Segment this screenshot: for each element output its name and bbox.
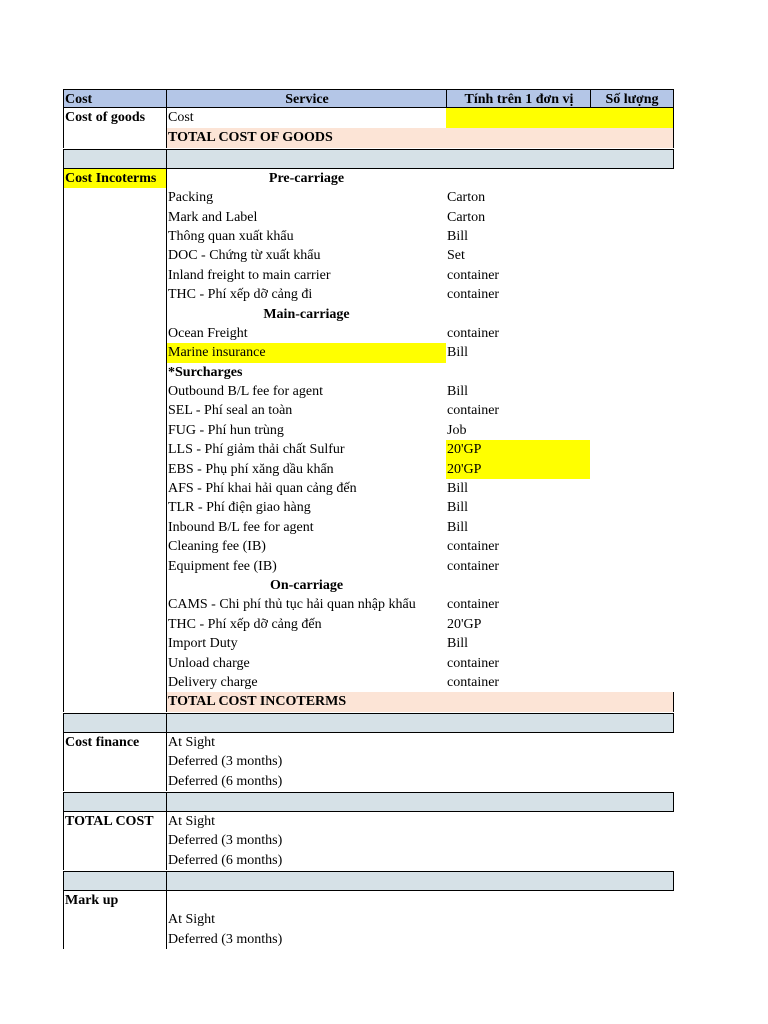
service-unit[interactable]: container: [447, 655, 500, 671]
service-unit[interactable]: container: [447, 325, 500, 341]
total-cost-label[interactable]: TOTAL COST: [63, 812, 166, 831]
pre-carriage-items: [63, 188, 674, 304]
empty-cell: [63, 673, 166, 692]
separator-row: [63, 871, 674, 891]
service-name[interactable]: CAMS - Chi phí thủ tục hải quan nhập khẩu: [166, 595, 446, 614]
service-name[interactable]: AFS - Phí khai hải quan cảng đến: [166, 479, 446, 498]
service-name[interactable]: Marine insurance: [166, 343, 446, 362]
service-unit[interactable]: container: [447, 287, 500, 303]
empty-cell: [63, 227, 166, 246]
empty-cell: [63, 324, 166, 343]
empty-cell: [63, 382, 166, 401]
empty-cell: [63, 305, 166, 324]
service-unit[interactable]: container: [447, 403, 500, 419]
sep-cell: [446, 793, 590, 811]
empty-cell: [63, 615, 166, 634]
empty-cell: [63, 557, 166, 576]
cost-of-goods-row: [63, 108, 674, 128]
empty-cell: [63, 128, 166, 147]
empty-cell: [63, 363, 166, 382]
service-row: [63, 401, 674, 420]
service-row: [63, 654, 674, 673]
empty-cell: [590, 128, 674, 147]
empty-cell: [63, 401, 166, 420]
total-cost-of-goods[interactable]: TOTAL COST OF GOODS: [166, 128, 446, 147]
service-name[interactable]: Ocean Freight: [166, 324, 446, 343]
empty-cell: [63, 343, 166, 362]
header-row: [63, 89, 674, 108]
empty-cell: [63, 634, 166, 653]
empty-cell: [63, 460, 166, 479]
service-row: [63, 460, 674, 479]
empty-cell: [63, 208, 166, 227]
empty-cell: [63, 188, 166, 207]
service-unit[interactable]: container: [447, 267, 500, 283]
empty-cell: [63, 692, 166, 711]
empty-cell: [63, 910, 166, 929]
header-unit[interactable]: Tính trên 1 đơn vị: [446, 89, 590, 108]
cost-finance-item[interactable]: Deferred (3 months): [166, 752, 446, 771]
cost-of-goods-label[interactable]: Cost of goods: [63, 108, 166, 128]
service-unit[interactable]: 20'GP: [446, 460, 590, 479]
separator-row: [63, 149, 674, 169]
pre-carriage-row: [63, 169, 674, 188]
service-unit[interactable]: Set: [447, 248, 465, 264]
empty-cell: [63, 266, 166, 285]
sep-cell: [166, 793, 446, 811]
empty-cell: [63, 576, 166, 595]
total-cost-item[interactable]: Deferred (3 months): [166, 831, 446, 850]
sep-cell: [63, 150, 166, 168]
service-name[interactable]: Import Duty: [166, 634, 446, 653]
sep-cell: [446, 714, 590, 732]
mark-up-item[interactable]: Deferred (3 months): [166, 930, 446, 949]
main-carriage-row: [63, 305, 674, 324]
on-carriage-row: [63, 576, 674, 595]
sep-cell: [63, 714, 166, 732]
sep-cell: [166, 714, 446, 732]
header-qty[interactable]: Số lượng: [590, 89, 674, 108]
service-row: [63, 285, 674, 304]
empty-cell: [63, 440, 166, 459]
service-unit[interactable]: 20'GP: [446, 440, 590, 459]
total-cost-incoterms-row: [63, 692, 674, 711]
service-unit[interactable]: container: [447, 597, 500, 613]
service-row: [63, 673, 674, 692]
service-row: [63, 498, 674, 517]
sep-cell: [590, 872, 674, 890]
service-unit[interactable]: Bill: [447, 345, 469, 361]
service-unit[interactable]: Bill: [447, 228, 469, 244]
empty-cell: [63, 930, 166, 949]
service-name[interactable]: Cleaning fee (IB): [166, 537, 446, 556]
total-cost-item[interactable]: At Sight: [166, 812, 446, 831]
empty-cell: [446, 128, 590, 147]
empty-cell: [446, 692, 590, 711]
service-row: [63, 537, 674, 556]
on-carriage-heading: On-carriage: [166, 576, 446, 595]
cost-finance-label[interactable]: Cost finance: [63, 733, 166, 752]
sep-cell: [63, 872, 166, 890]
mark-up-item[interactable]: At Sight: [166, 910, 446, 929]
cost-finance-item[interactable]: At Sight: [166, 733, 446, 752]
service-row: [63, 557, 674, 576]
service-unit[interactable]: Bill: [447, 519, 469, 535]
empty-cell: [63, 479, 166, 498]
service-name[interactable]: Packing: [166, 188, 446, 207]
service-name[interactable]: EBS - Phụ phí xăng dầu khẩn: [166, 460, 446, 479]
service-name[interactable]: DOC - Chứng từ xuất khẩu: [166, 246, 446, 265]
sep-cell: [590, 793, 674, 811]
main-carriage-items: [63, 324, 674, 363]
service-name[interactable]: Equipment fee (IB): [166, 557, 446, 576]
service-name[interactable]: LLS - Phí giảm thải chất Sulfur: [166, 440, 446, 459]
service-unit[interactable]: Bill: [447, 481, 469, 497]
service-row: [63, 440, 674, 459]
empty-cell: [166, 891, 446, 910]
empty-cell: [63, 498, 166, 517]
total-cost-row: [63, 831, 674, 850]
service-name[interactable]: THC - Phí xếp dỡ cảng đi: [166, 285, 446, 304]
total-cost-of-goods-row: [63, 128, 674, 147]
mark-up-row: [63, 891, 674, 910]
service-name[interactable]: FUG - Phí hun trùng: [166, 421, 446, 440]
sep-cell: [446, 150, 590, 168]
mark-up-row: [63, 930, 674, 949]
mark-up-row: [63, 910, 674, 929]
service-unit[interactable]: Job: [447, 422, 467, 438]
empty-cell: [63, 421, 166, 440]
service-name[interactable]: Thông quan xuất khẩu: [166, 227, 446, 246]
service-name[interactable]: SEL - Phí seal an toàn: [166, 401, 446, 420]
service-unit[interactable]: container: [447, 539, 500, 555]
service-row: [63, 343, 674, 362]
service-unit[interactable]: Carton: [447, 190, 486, 206]
sep-cell: [446, 872, 590, 890]
empty-cell: [63, 595, 166, 614]
service-row: [63, 382, 674, 401]
cost-incoterms-label[interactable]: Cost Incoterms: [63, 169, 166, 188]
sep-cell: [166, 150, 446, 168]
mark-up-label[interactable]: Mark up: [63, 891, 166, 910]
service-row: [63, 227, 674, 246]
empty-cell: [63, 752, 166, 771]
cost-sheet: [63, 89, 674, 949]
separator-row: [63, 713, 674, 733]
sep-cell: [63, 793, 166, 811]
surcharge-items: [63, 382, 674, 576]
surcharges-heading: *Surcharges: [166, 363, 446, 382]
total-cost-incoterms[interactable]: TOTAL COST INCOTERMS: [166, 692, 446, 711]
service-row: [63, 246, 674, 265]
service-name[interactable]: Mark and Label: [166, 208, 446, 227]
empty-cell: [590, 692, 674, 711]
service-unit[interactable]: container: [447, 674, 500, 690]
on-carriage-items: [63, 595, 674, 692]
service-row: [63, 266, 674, 285]
service-row: [63, 188, 674, 207]
empty-cell: [63, 246, 166, 265]
cost-finance-row: [63, 752, 674, 771]
service-unit[interactable]: Carton: [447, 209, 486, 225]
pre-carriage-heading: Pre-carriage: [166, 169, 446, 188]
service-row: [63, 595, 674, 614]
total-cost-row: [63, 851, 674, 870]
service-name[interactable]: TLR - Phí điện giao hàng: [166, 498, 446, 517]
header-service[interactable]: Service: [166, 89, 446, 108]
service-row: [63, 421, 674, 440]
service-unit[interactable]: Bill: [447, 384, 469, 400]
empty-cell: [63, 537, 166, 556]
empty-cell: [63, 831, 166, 850]
cost-finance-row: [63, 733, 674, 752]
empty-cell: [63, 654, 166, 673]
service-unit[interactable]: Bill: [447, 500, 469, 516]
service-row: [63, 324, 674, 343]
empty-cell: [63, 772, 166, 791]
cost-unit-cell[interactable]: [446, 108, 590, 128]
service-row: [63, 208, 674, 227]
service-row: [63, 615, 674, 634]
separator-row: [63, 792, 674, 812]
service-unit[interactable]: container: [447, 558, 500, 574]
total-cost-row: [63, 812, 674, 831]
header-cost[interactable]: Cost: [63, 89, 166, 108]
service-row: [63, 479, 674, 498]
service-name[interactable]: Delivery charge: [166, 673, 446, 692]
empty-cell: [63, 518, 166, 537]
sep-cell: [590, 150, 674, 168]
cost-finance-item[interactable]: Deferred (6 months): [166, 772, 446, 791]
cost-qty-cell[interactable]: [590, 108, 674, 128]
empty-cell: [63, 851, 166, 870]
service-name[interactable]: THC - Phí xếp dỡ cảng đến: [166, 615, 446, 634]
service-name[interactable]: Inbound B/L fee for agent: [166, 518, 446, 537]
cost-item[interactable]: Cost: [166, 108, 446, 128]
cost-finance-row: [63, 772, 674, 791]
total-cost-item[interactable]: Deferred (6 months): [166, 851, 446, 870]
sep-cell: [590, 714, 674, 732]
service-name[interactable]: Inland freight to main carrier: [166, 266, 446, 285]
service-unit[interactable]: Bill: [447, 636, 469, 652]
service-unit[interactable]: 20'GP: [447, 616, 482, 632]
service-name[interactable]: Unload charge: [166, 654, 446, 673]
empty-cell: [63, 285, 166, 304]
main-carriage-heading: Main-carriage: [166, 305, 446, 324]
surcharges-row: [63, 363, 674, 382]
service-row: [63, 634, 674, 653]
service-row: [63, 518, 674, 537]
sep-cell: [166, 872, 446, 890]
service-name[interactable]: Outbound B/L fee for agent: [166, 382, 446, 401]
